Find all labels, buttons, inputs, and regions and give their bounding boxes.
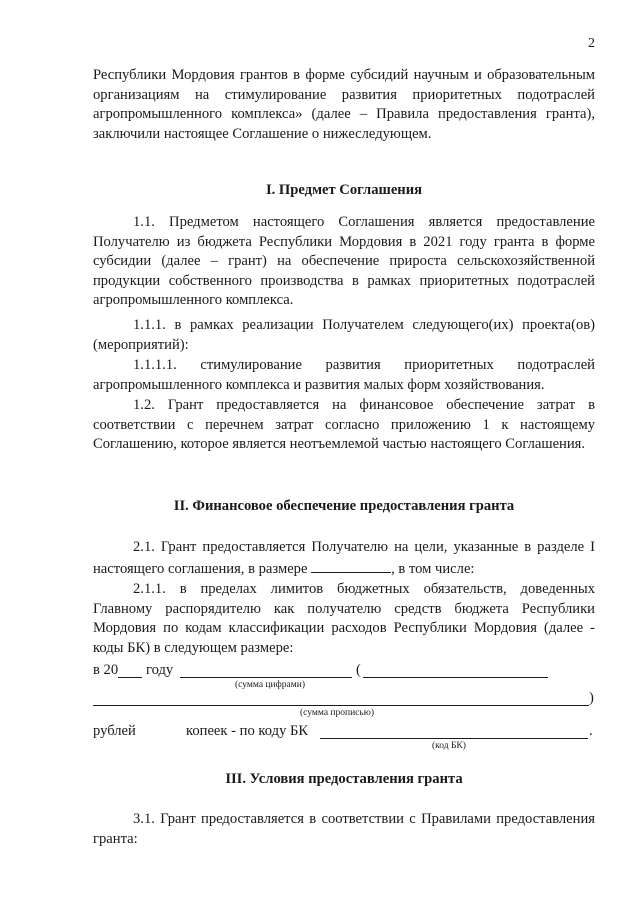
paragraph-3-1: 3.1. Грант предоставляется в соответствии с Правилами предоставления гранта: [93,811,595,847]
caption-sum-digits: (сумма цифрами) [235,680,305,690]
caption-bk-code: (код БК) [432,741,466,751]
sum-digits-blank [180,677,352,678]
bk-code-blank [320,738,588,739]
year-prefix: в 20 [93,662,119,678]
period: . [589,723,593,739]
section-3-title: III. Условия предоставления гранта [225,771,463,787]
sum-words-blank-1 [363,677,548,678]
paragraph-2-1-1: 2.1.1. в пределах лимитов бюджетных обязательств, доведенных Главному распорядителю как получателю средств бюджета Республики Мордовия по кодам классификации расходов Республики Мордовия (далее - коды БК) в следующем размере: [93,581,595,656]
paragraph-1-1: 1.1. Предметом настоящего Соглашения является предоставление Получателю из бюджета Республики Мордовия в 2021 году гранта в форме субсидии (далее – грант) на обеспечение прироста сельскохозяйственной продукции собственного производства в рамках приоритетных подотраслей агропромышленного комплекса. [93,214,595,309]
rubles-label: рублей [93,723,136,739]
close-paren: ) [589,690,594,706]
open-paren: ( [356,662,361,678]
intro-paragraph: Республики Мордовия грантов в форме субсидий научным и образовательным организациям на стимулирование развития приоритетных подотраслей агропромышленного комплекса» (далее – Правила предоставления гранта), заключили настоящее Соглашение о нижеследующем. [93,67,595,142]
paragraph-2-1 [93,538,595,579]
paragraph-1-1-1: 1.1.1. в рамках реализации Получателем следующего(их) проекта(ов) (мероприятий): [93,317,595,353]
amount-blank [311,558,391,573]
section-2-title: II. Финансовое обеспечение предоставления гранта [173,498,515,514]
year-blank [118,677,142,678]
kopecks-label: копеек - по коду БК [186,723,309,739]
paragraph-2-1-tail: , в том числе: [391,560,475,577]
sum-words-blank-2 [93,705,589,706]
year-word: году [146,662,174,678]
paragraph-1-2: 1.2. Грант предоставляется на финансовое обеспечение затрат в соответствии с перечнем затрат согласно приложению 1 к настоящему Соглашению, которое является неотъемлемой частью настоящего Соглашения. [93,397,595,453]
section-1-title: I. Предмет Соглашения [265,182,423,198]
caption-sum-words: (сумма прописью) [300,708,374,718]
paragraph-2-1-text: 2.1. Грант предоставляется Получателю на цели, указанные в разделе I настоящего соглашения, в размере [93,539,595,577]
page-number: 2 [588,36,595,51]
paragraph-1-1-1-1: 1.1.1.1. стимулирование развития приоритетных подотраслей агропромышленного комплекса и развития малых форм хозяйствования. [93,357,595,393]
